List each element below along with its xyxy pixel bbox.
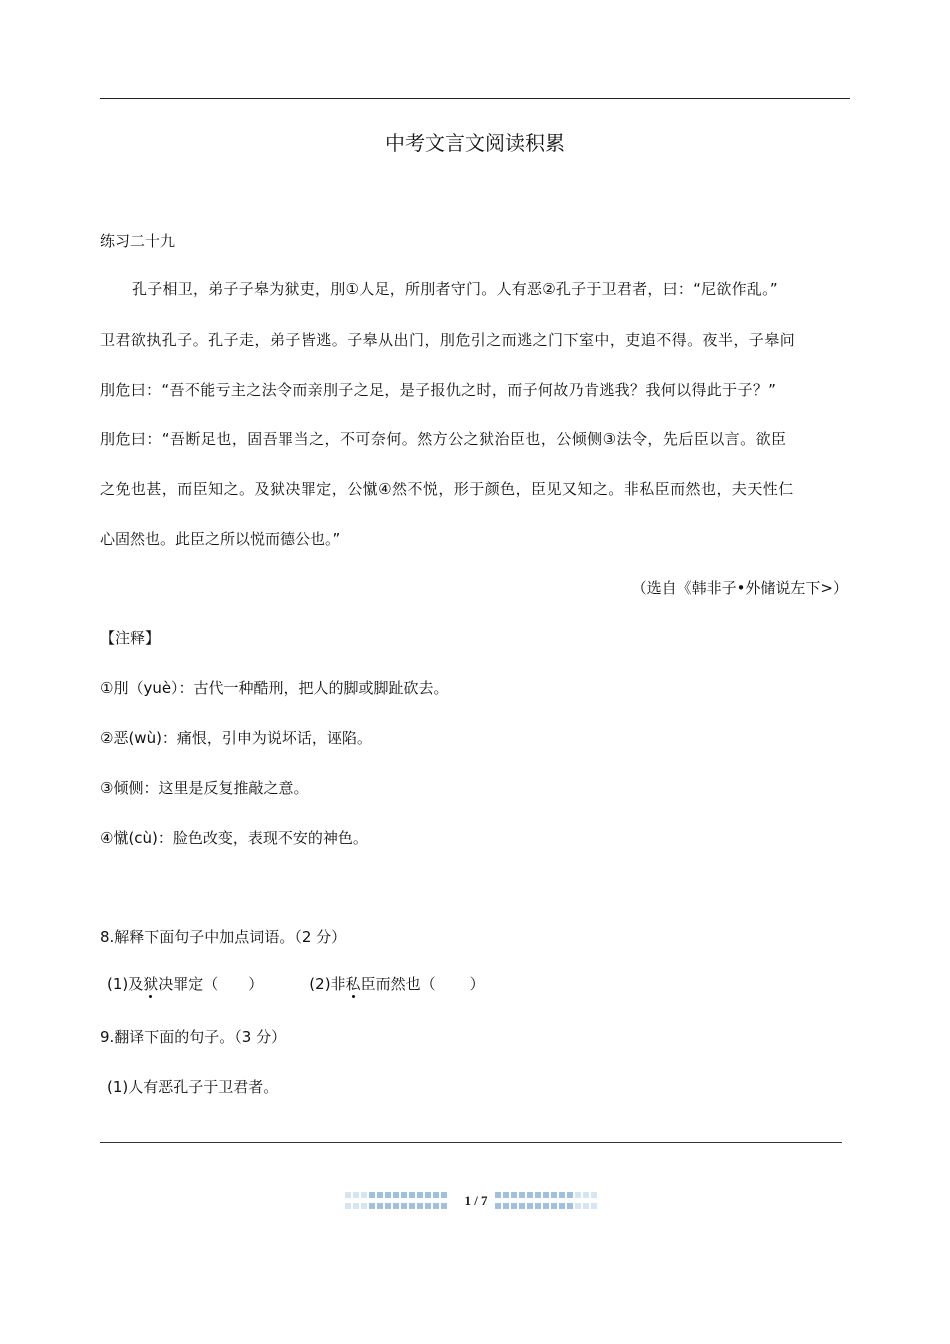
- q8-item1-dotted-word: 狱: [143, 975, 159, 993]
- q8-item1-prefix: (1)及: [107, 975, 144, 993]
- q8-item2-dotted-word: 私: [345, 975, 361, 993]
- q8-item1-close: ）: [248, 975, 264, 993]
- note-item: ③倾侧：这里是反复推敲之意。: [100, 779, 309, 797]
- notes-heading: 【注释】: [100, 629, 161, 647]
- source-citation: （选自《韩非子•外储说左下>）: [631, 579, 848, 597]
- question-9-item: (1)人有恶孔子于卫君者。: [107, 1078, 279, 1096]
- passage-line: 孔子相卫，弟子子皋为狱吏，刖①人足，所刖者守门。人有恶②孔子于卫君者，曰：“尼欲作乱。”: [132, 280, 778, 298]
- question-9-title: 9.翻译下面的句子。（3 分）: [100, 1028, 287, 1046]
- q8-item1-suffix: 决罪定（: [158, 975, 219, 993]
- answer-line[interactable]: [100, 1142, 842, 1143]
- q8-item2-prefix: (2)非: [309, 975, 346, 993]
- q8-item2-close: ）: [469, 975, 485, 993]
- note-item: ④憱(cù)：脸色改变，表现不安的神色。: [100, 829, 368, 847]
- header-rule: [100, 98, 850, 99]
- question-8-items: [107, 974, 485, 994]
- note-item: ①刖（yuè）：古代一种酷刑，把人的脚或脚趾砍去。: [100, 679, 449, 697]
- question-8-title: 8.解释下面句子中加点词语。（2 分）: [100, 928, 347, 946]
- pager-decoration-left: [345, 1192, 447, 1209]
- exercise-label: 练习二十九: [100, 232, 176, 250]
- passage-line: 之免也甚，而臣知之。及狱决罪定，公憱④然不悦，形于颜色，臣见又知之。非私臣而然也，夫天性仁: [100, 480, 794, 498]
- note-item: ②恶(wù)：痛恨，引申为说坏话，诬陷。: [100, 729, 372, 747]
- page-indicator: [345, 1192, 607, 1214]
- passage-line: 卫君欲执孔子。孔子走，弟子皆逃。子皋从出门，刖危引之而逃之门下室中，吏追不得。夜半，子皋问: [100, 331, 796, 349]
- pager-decoration-right: [495, 1192, 597, 1209]
- passage-line: 心固然也。此臣之所以悦而德公也。”: [100, 530, 341, 548]
- passage-line: 刖危曰：“吾不能亏主之法令而亲刖子之足，是子报仇之时，而子何故乃肯逃我？我何以得此于子？”: [100, 381, 777, 399]
- page-number: 1 / 7: [464, 1193, 488, 1208]
- passage-line: 刖危曰：“吾断足也，固吾罪当之，不可奈何。然方公之狱治臣也，公倾侧③法令，先后臣以言。欲臣: [100, 430, 787, 448]
- q8-item2-suffix: 臣而然也（: [360, 975, 436, 993]
- document-title: 中考文言文阅读积累: [385, 131, 565, 155]
